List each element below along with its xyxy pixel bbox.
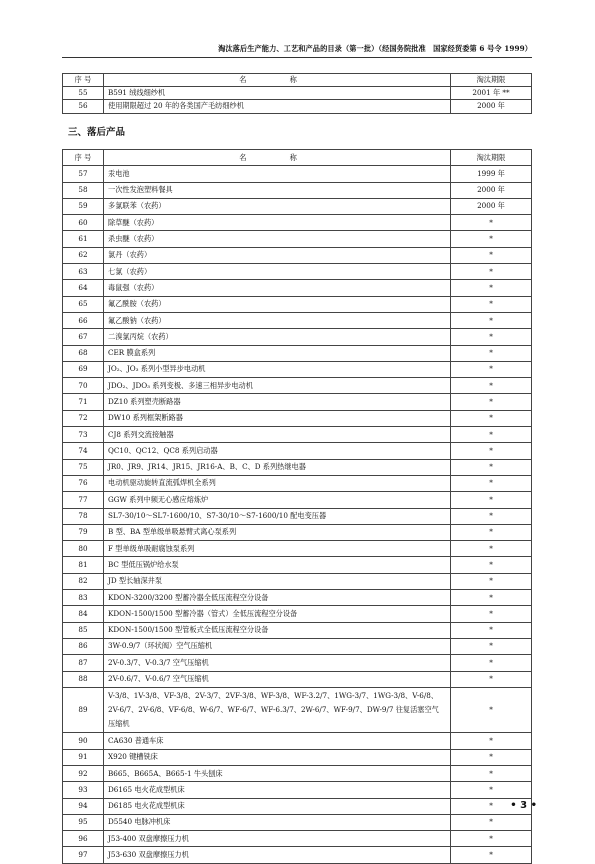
catalog-table-continued [62, 73, 532, 114]
table-row [63, 459, 532, 475]
phase-out-date: * [451, 264, 532, 280]
phase-out-date: * [451, 345, 532, 361]
phase-out-date: * [451, 247, 532, 263]
phase-out-date: * [451, 622, 532, 638]
phase-out-date: * [451, 215, 532, 231]
table-row [63, 687, 532, 733]
product-name: D5540 电脉冲机床 [104, 814, 451, 830]
product-name: 一次性发泡塑料餐具 [104, 182, 451, 198]
phase-out-date: * [451, 475, 532, 491]
table-row [63, 814, 532, 830]
phase-out-date: * [451, 410, 532, 426]
table-row [63, 410, 532, 426]
phase-out-date: * [451, 573, 532, 589]
table-row [63, 329, 532, 345]
product-name: X920 键槽铣床 [104, 749, 451, 765]
table-row [63, 264, 532, 280]
row-number: 89 [63, 687, 104, 733]
product-name: J53-400 双盘摩擦压力机 [104, 831, 451, 847]
product-name-line: 压缩机 [108, 719, 130, 729]
column-header-date: 淘汰期限 [451, 150, 532, 166]
column-header-date: 淘汰期限 [451, 74, 532, 87]
table-header-row [63, 150, 532, 166]
phase-out-date: 2000 年 [451, 182, 532, 198]
product-name: KDON-3200/3200 型蓄冷器全低压流程空分设备 [104, 590, 451, 606]
phase-out-date: * [451, 459, 532, 475]
phase-out-date: * [451, 557, 532, 573]
phase-out-date: 2000 年 [451, 198, 532, 214]
row-number: 62 [63, 247, 104, 263]
row-number: 86 [63, 638, 104, 654]
backward-products-table [62, 149, 532, 864]
phase-out-date: * [451, 814, 532, 830]
row-number: 69 [63, 361, 104, 377]
row-number: 73 [63, 427, 104, 443]
product-name: D6165 电火花成型机床 [104, 782, 451, 798]
product-name: 氯丹（农药） [104, 247, 451, 263]
row-number: 93 [63, 782, 104, 798]
phase-out-date: * [451, 296, 532, 312]
product-name: JD 型长轴深井泵 [104, 573, 451, 589]
row-number: 55 [63, 87, 104, 100]
table-row [63, 231, 532, 247]
product-name: B591 绒线细纱机 [104, 87, 451, 100]
product-name [104, 687, 451, 733]
row-number: 64 [63, 280, 104, 296]
table-row [63, 280, 532, 296]
table-row [63, 361, 532, 377]
product-name: 二溴氯丙烷（农药） [104, 329, 451, 345]
phase-out-date: * [451, 655, 532, 671]
row-number: 81 [63, 557, 104, 573]
table-row [63, 671, 532, 687]
row-number: 85 [63, 622, 104, 638]
table-header-row [63, 74, 532, 87]
row-number: 56 [63, 100, 104, 113]
row-number: 82 [63, 573, 104, 589]
row-number: 78 [63, 508, 104, 524]
table-body [63, 166, 532, 863]
table-row [63, 524, 532, 540]
row-number: 68 [63, 345, 104, 361]
phase-out-date: * [451, 280, 532, 296]
phase-out-date: * [451, 361, 532, 377]
row-number: 97 [63, 847, 104, 863]
product-name: BC 型低压锅炉给水泵 [104, 557, 451, 573]
product-name: 使用期限超过 20 年的各类国产毛纺细纱机 [104, 100, 451, 113]
row-number: 72 [63, 410, 104, 426]
table-row [63, 100, 532, 113]
phase-out-date: * [451, 847, 532, 863]
phase-out-date: * [451, 671, 532, 687]
row-number: 90 [63, 733, 104, 749]
table-row [63, 87, 532, 100]
row-number: 63 [63, 264, 104, 280]
table-row [63, 655, 532, 671]
table-row [63, 247, 532, 263]
product-name: JR0、JR9、JR14、JR15、JR16-A、B、C、D 系列热继电器 [104, 459, 451, 475]
table-row [63, 166, 532, 182]
product-name: KDON-1500/1500 型蓄冷器（管式）全低压流程空分设备 [104, 606, 451, 622]
table-row [63, 831, 532, 847]
product-name: DW10 系列框架断路器 [104, 410, 451, 426]
phase-out-date: * [451, 798, 532, 814]
product-name: 2V-0.3/7、V-0.3/7 空气压缩机 [104, 655, 451, 671]
table-row [63, 492, 532, 508]
product-name: JDO₂、JDO₃ 系列变极、多速三相异步电动机 [104, 378, 451, 394]
phase-out-date: * [451, 606, 532, 622]
phase-out-date: * [451, 394, 532, 410]
product-name: CER 膜盒系列 [104, 345, 451, 361]
product-name-line: 2V-6/7、2V-6/8、VF-6/8、W-6/7、WF-6/7、WF-6.3/7、2W-6/7、WF-9/7、DW-9/7 往复活塞空气 [108, 705, 439, 714]
phase-out-date: * [451, 766, 532, 782]
product-name: CJ8 系列交流接触器 [104, 427, 451, 443]
phase-out-date: 2000 年 [451, 100, 532, 113]
table-row [63, 508, 532, 524]
row-number: 74 [63, 443, 104, 459]
row-number: 91 [63, 749, 104, 765]
row-number: 66 [63, 312, 104, 328]
product-name: KDON-1500/1500 型管板式全低压流程空分设备 [104, 622, 451, 638]
row-number: 88 [63, 671, 104, 687]
row-number: 75 [63, 459, 104, 475]
row-number: 61 [63, 231, 104, 247]
phase-out-date: * [451, 443, 532, 459]
phase-out-date: * [451, 782, 532, 798]
table-row [63, 394, 532, 410]
product-name: JO₂、JO₃ 系列小型异步电动机 [104, 361, 451, 377]
phase-out-date: * [451, 590, 532, 606]
table-row [63, 606, 532, 622]
product-name: QC10、QC12、QC8 系列启动器 [104, 443, 451, 459]
row-number: 65 [63, 296, 104, 312]
table-row [63, 798, 532, 814]
table-row [63, 312, 532, 328]
table-row [63, 590, 532, 606]
column-header-name: 名 称 [104, 74, 451, 87]
phase-out-date: * [451, 687, 532, 733]
phase-out-date: * [451, 378, 532, 394]
column-header-no: 序 号 [63, 74, 104, 87]
phase-out-date: * [451, 524, 532, 540]
row-number: 96 [63, 831, 104, 847]
product-name: 汞电池 [104, 166, 451, 182]
table-row [63, 475, 532, 491]
phase-out-date: 2001 年 ** [451, 87, 532, 100]
page-number: • 3 • [510, 800, 537, 811]
product-name: J53-630 双盘摩擦压力机 [104, 847, 451, 863]
row-number: 58 [63, 182, 104, 198]
row-number: 76 [63, 475, 104, 491]
table-row [63, 345, 532, 361]
table-row [63, 733, 532, 749]
table-row [63, 749, 532, 765]
product-name: B 型、BA 型单级单吸悬臂式离心泵系列 [104, 524, 451, 540]
row-number: 95 [63, 814, 104, 830]
row-number: 92 [63, 766, 104, 782]
product-name: SL7-30/10～SL7-1600/10、S7-30/10～S7-1600/10 配电变压器 [104, 508, 451, 524]
product-name: 2V-0.6/7、V-0.6/7 空气压缩机 [104, 671, 451, 687]
phase-out-date: * [451, 231, 532, 247]
row-number: 67 [63, 329, 104, 345]
table-row [63, 847, 532, 863]
running-header: 淘汰落后生产能力、工艺和产品的目录（第一批）（经国务院批准 国家经贸委第 6 号令 1999） [218, 44, 532, 53]
phase-out-date: * [451, 638, 532, 654]
row-number: 83 [63, 590, 104, 606]
phase-out-date: * [451, 733, 532, 749]
row-number: 94 [63, 798, 104, 814]
phase-out-date: * [451, 831, 532, 847]
product-name: B665、B665A、B665-1 牛头刨床 [104, 766, 451, 782]
row-number: 87 [63, 655, 104, 671]
product-name: 七氯（农药） [104, 264, 451, 280]
product-name: 氟乙酸钠（农药） [104, 312, 451, 328]
phase-out-date: * [451, 427, 532, 443]
row-number: 60 [63, 215, 104, 231]
table-row [63, 557, 532, 573]
table-row [63, 378, 532, 394]
product-name-line: V-3/8、1V-3/8、VF-3/8、2V-3/7、2VF-3/8、WF-3/8、WF-3.2/7、1WG-3/7、1WG-3/8、V-6/8、 [108, 690, 439, 700]
table-row [63, 215, 532, 231]
product-name: 除草醚（农药） [104, 215, 451, 231]
table-row [63, 296, 532, 312]
phase-out-date: * [451, 541, 532, 557]
product-name: 毒鼠强（农药） [104, 280, 451, 296]
product-name: 氟乙酰胺（农药） [104, 296, 451, 312]
product-name: D6185 电火花成型机床 [104, 798, 451, 814]
phase-out-date: * [451, 749, 532, 765]
row-number: 57 [63, 166, 104, 182]
product-name: 电动机驱动旋转直流弧焊机全系列 [104, 475, 451, 491]
product-name: 3W-0.9/7（环状阀）空气压缩机 [104, 638, 451, 654]
table-row [63, 182, 532, 198]
column-header-no: 序 号 [63, 150, 104, 166]
row-number: 71 [63, 394, 104, 410]
product-name: DZ10 系列塑壳断路器 [104, 394, 451, 410]
product-name: CA630 普通车床 [104, 733, 451, 749]
phase-out-date: * [451, 508, 532, 524]
table-row [63, 622, 532, 638]
row-number: 77 [63, 492, 104, 508]
column-header-name: 名 称 [104, 150, 451, 166]
table-row [63, 766, 532, 782]
section-title: 三、落后产品 [68, 127, 126, 138]
product-name: 杀虫醚（农药） [104, 231, 451, 247]
table-row [63, 573, 532, 589]
table-row [63, 443, 532, 459]
phase-out-date: * [451, 492, 532, 508]
row-number: 59 [63, 198, 104, 214]
phase-out-date: 1999 年 [451, 166, 532, 182]
product-name: F 型单级单吸耐腐蚀泵系列 [104, 541, 451, 557]
product-name: GGW 系列中频无心感应熔炼炉 [104, 492, 451, 508]
header-rule [62, 57, 532, 58]
table-row [63, 198, 532, 214]
product-name: 多氯联苯（农药） [104, 198, 451, 214]
row-number: 79 [63, 524, 104, 540]
phase-out-date: * [451, 312, 532, 328]
row-number: 80 [63, 541, 104, 557]
phase-out-date: * [451, 329, 532, 345]
table-row [63, 541, 532, 557]
table-row [63, 638, 532, 654]
row-number: 70 [63, 378, 104, 394]
table-body [63, 87, 532, 113]
table-row [63, 782, 532, 798]
row-number: 84 [63, 606, 104, 622]
table-row [63, 427, 532, 443]
